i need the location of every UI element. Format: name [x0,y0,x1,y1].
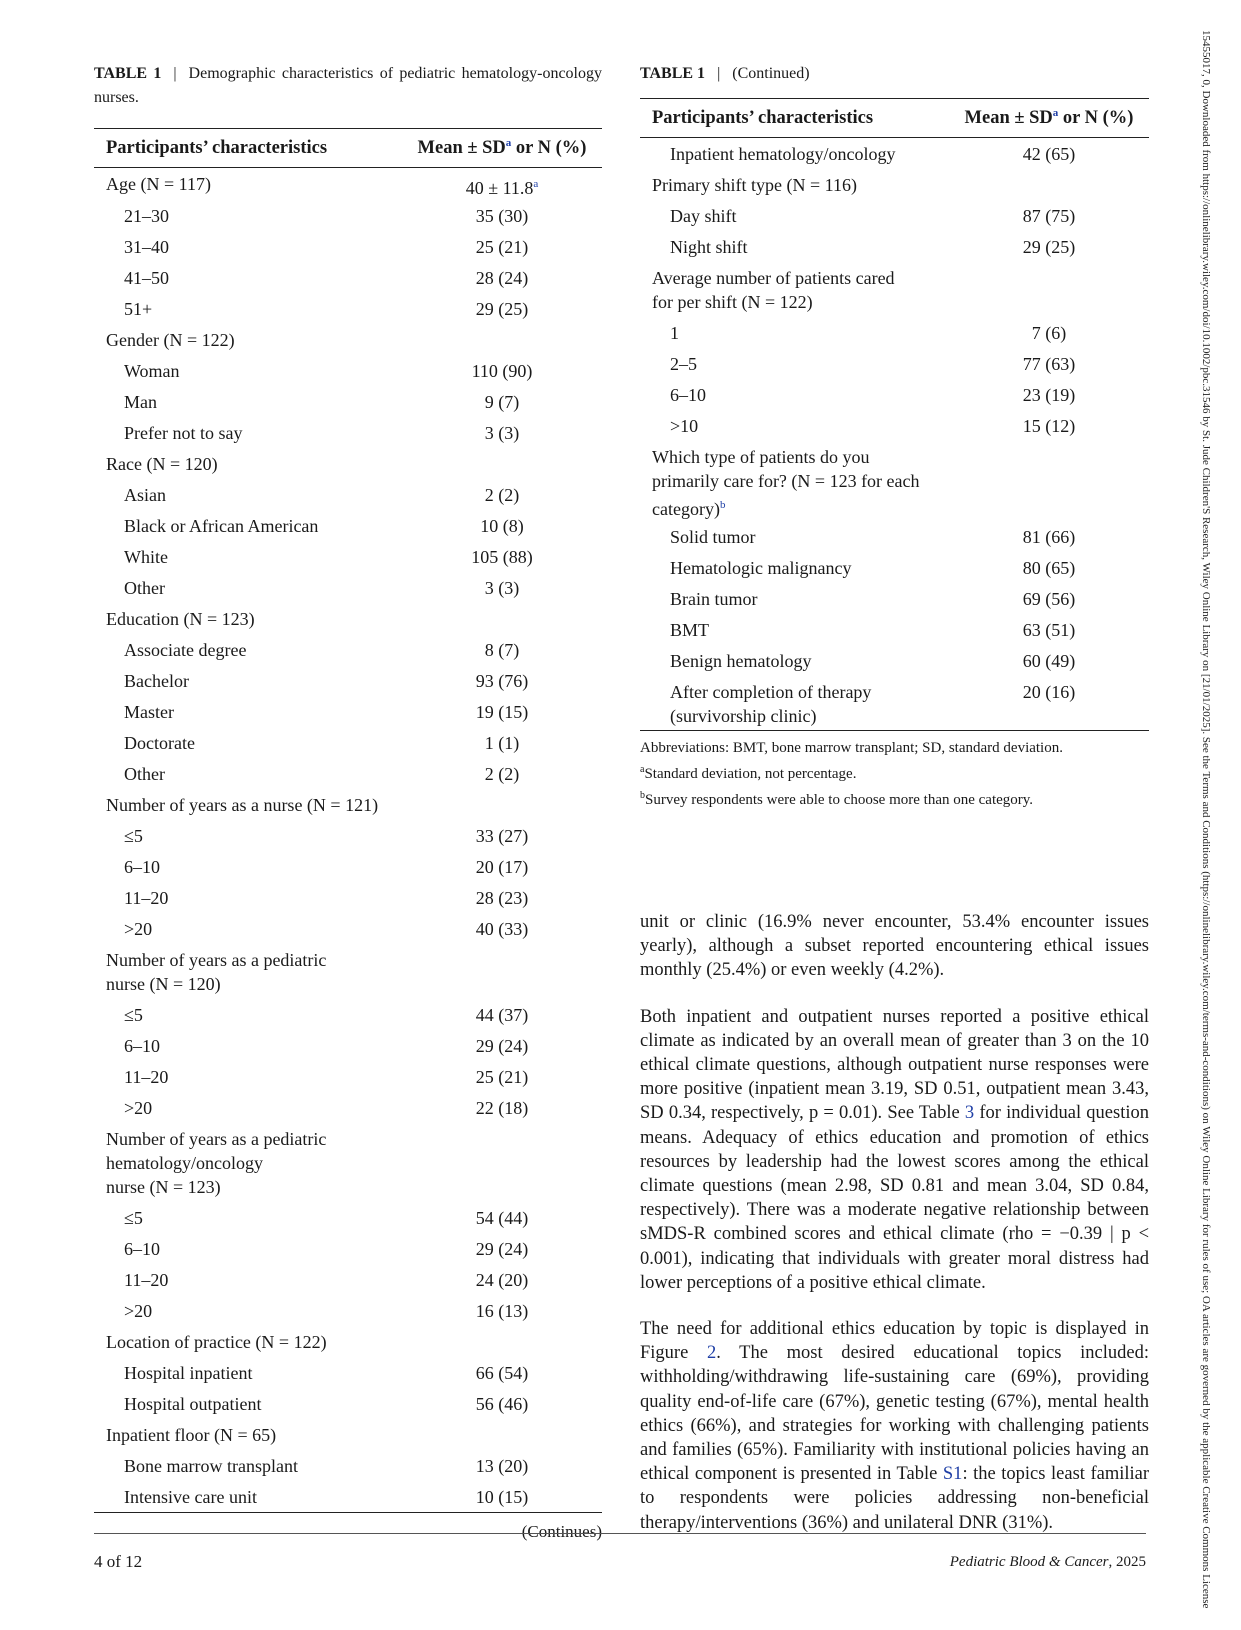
row-label: Prefer not to say [124,423,243,443]
row-label: Number of years as a pediatric nurse (N = 120) [106,950,327,994]
table-row [94,200,602,231]
row-label: >10 [670,415,699,436]
row-value: 10 (8) [480,516,524,536]
row-value: 40 (33) [475,919,529,939]
table-row [640,410,1149,441]
table-row [94,1264,602,1295]
table-note-abbrev: Abbreviations: BMT, bone marrow transplant; SD, standard deviation. [640,740,1063,756]
table-row [94,510,602,541]
table-row [94,1233,602,1264]
row-value: 25 (21) [475,1067,529,1087]
row-value: 13 (20) [475,1456,529,1476]
table-row [94,665,602,696]
row-value: 42 (65) [1022,144,1076,164]
row-label: Gender (N = 122) [106,330,235,350]
row-value: 56 (46) [475,1394,529,1414]
table-row [94,386,602,417]
row-label: Other [124,764,165,784]
table-row [94,1419,602,1450]
row-label: After completion of therapy (survivorship clinic) [670,681,872,726]
row-value: 2 (2) [484,764,520,784]
row-value: 80 (65) [1022,557,1076,578]
row-value: 2 (2) [484,485,520,505]
row-value: 29 (24) [475,1036,529,1056]
row-value: 28 (24) [475,268,529,288]
row-value: 29 (24) [475,1239,529,1259]
row-label: ≤5 [124,1005,143,1025]
table-row [94,417,602,448]
row-value [402,1123,602,1202]
row-label: Average number of patients cared for per shift (N = 122) [652,267,895,312]
row-value: 63 (51) [1022,619,1076,640]
table-row [94,758,602,789]
row-label: Bachelor [124,671,189,691]
table-body [94,168,602,1513]
left-column [94,62,602,1541]
col-header-mean: Mean ± $SD^a$ or N (%) [417,136,587,159]
row-value: 8 (7) [484,640,520,660]
row-label: 6–10 [124,1239,160,1259]
table-row [640,200,1149,231]
row-value: 16 (13) [475,1301,529,1321]
table-row [94,944,602,999]
table-row [640,262,1149,317]
table-row [94,1061,602,1092]
col-header-mean: Mean ± $SD^a$ or N (%) [964,106,1134,129]
table-row [640,521,1149,552]
table-row [94,572,602,603]
row-label: 6–10 [670,384,706,405]
table-body [640,138,1149,731]
row-value: 77 (63) [1022,353,1076,374]
row-value: 93 (76) [475,671,529,691]
row-label: Brain tumor [670,588,758,609]
row-label: Race (N = 120) [106,454,218,474]
table-row [94,324,602,355]
table-header [94,129,602,168]
row-value [402,1419,602,1450]
table-row [94,882,602,913]
row-value [949,441,1149,521]
col-header-characteristics: Participants’ characteristics [652,107,874,128]
table-row [640,552,1149,583]
table-row [94,1295,602,1326]
table-row [640,379,1149,410]
row-value: 44 (37) [475,1005,529,1025]
table-row [94,1202,602,1233]
table-row [94,1450,602,1481]
table-caption-continued: TABLE 1 | (Continued) [640,65,810,82]
row-value: 10 (15) [475,1487,529,1507]
row-label: Master [124,702,174,722]
row-label: Number of years as a nurse (N = 121) [106,795,379,815]
row-label: ≤5 [124,826,143,846]
demographics-table-continued [640,98,1149,731]
row-value: 1 (1) [484,733,520,753]
row-label: ≤5 [124,1208,143,1228]
table-row [94,851,602,882]
row-label: White [124,547,168,567]
row-label: BMT [670,619,710,640]
table-row [640,317,1149,348]
row-label: Hospital inpatient [124,1363,253,1383]
table-row [94,1481,602,1512]
row-label: >20 [124,1098,153,1118]
row-value: 29 (25) [475,299,529,319]
row-value: 35 (30) [475,206,529,226]
table-row [94,789,602,820]
table-row [94,727,602,758]
row-label: Asian [124,485,166,505]
table-row [640,645,1149,676]
row-value: 110 (90) [471,361,533,381]
download-notice: 15455017, 0, Downloaded from https://onlinelibrary.wiley.com/doi/10.1002/pbc.31546 by St. Jude Children'S Research, Wiley Online Library on [21/01/2025]. See the Terms and Conditions (https://onlinelibrary.wiley.com/terms-and-conditions) on Wiley Online Library for rules of use; OA articles are governed by the applicable Creative Commons License [1200,30,1212,1609]
table-row [94,603,602,634]
row-value: 54 (44) [475,1208,529,1228]
paragraph-3: The need for additional ethics education by topic is displayed in Figure 2. The most desired educational topics included: withholding/withdrawing life-sustaining care (69%), providing quality end-of-life care (67%), genetic testing (67%), mental health ethics (66%), and strategies for working with challenging patients and families (65%). Familiarity with institutional policies having an ethical component is presented in Table S1: the topics least familiar to respondents were policies addressing non-beneficial therapy/interventions (36%) and unilateral DNR (31%). [640,1319,1150,1533]
table-row [94,820,602,851]
row-label: Age (N = 117) [106,174,211,194]
col-header-characteristics: Participants’ characteristics [106,137,328,158]
table-row [640,441,1149,521]
table-row [640,138,1149,169]
table-row [94,1357,602,1388]
table-row [94,1388,602,1419]
row-value: 69 (56) [1022,588,1076,609]
row-value: 28 (23) [475,888,529,908]
row-label: Day shift [670,205,737,226]
row-label: Primary shift type (N = 116) [652,174,857,195]
paragraph-2: Both inpatient and outpatient nurses reported a positive ethical climate as indicated by an overall mean of greater than 3 on the 10 ethical climate questions, although outpatient nurse responses were more positive (inpatient mean 3.19, SD 0.51, outpatient mean 3.43, SD 0.34, respectively, p = 0.01). See Table 3 for individual question means. Adequacy of ethics education and promotion of ethics resources by leadership had the lowest scores among the ethical climate questions (mean 2.98, SD 0.81 and mean 3.04, SD 0.84, respectively). There was a moderate negative relationship between sMDS-R combined scores and ethical climate (rho = −0.39 | p < 0.001), indicating that individuals with greater moral distress had lower perceptions of a positive ethical climate. [640,1006,1149,1293]
table-row [94,231,602,262]
table-row [94,168,602,201]
table-row [94,999,602,1030]
table-row [640,169,1149,200]
footnote-marker: b [719,498,726,511]
demographics-table [94,128,602,1513]
table-header [640,99,1149,138]
row-label: 51+ [124,299,153,319]
row-value: 24 (20) [475,1270,529,1290]
table-row [94,293,602,324]
row-label: 11–20 [124,1270,169,1290]
row-value [949,169,1149,200]
table-note-b: $^b$Survey respondents were able to choose more than one category. [640,790,1034,808]
table-row [94,634,602,665]
row-label: >20 [124,919,153,939]
row-label: 41–50 [124,268,169,288]
row-value: 33 (27) [475,826,529,846]
row-value [402,324,602,355]
row-label: Solid tumor [670,526,756,547]
table-row [94,1092,602,1123]
row-label: 11–20 [124,1067,169,1087]
row-label: Associate degree [124,640,247,660]
table-row [94,1123,602,1202]
row-label: Man [124,392,157,412]
table-row [94,1030,602,1061]
table-row [94,913,602,944]
row-label: Other [124,578,165,598]
footnote-marker: a [533,178,539,190]
row-label: 6–10 [124,1036,160,1056]
row-label: 21–30 [124,206,169,226]
table-label: TABLE 1 [94,65,162,82]
row-value: 22 (18) [475,1098,529,1118]
row-value: 19 (15) [475,702,529,722]
row-value: 7 (6) [1031,322,1067,343]
row-value: 3 (3) [484,423,520,443]
table-row [640,676,1149,731]
row-label: Black or African American [124,516,319,536]
table-row [640,583,1149,614]
row-label: Doctorate [124,733,195,753]
table-note-a: $^a$Standard deviation, not percentage. [640,764,857,782]
row-label: 2–5 [670,353,697,374]
row-label: Benign hematology [670,650,812,671]
table-label: TABLE 1 [640,65,706,82]
row-label: 6–10 [124,857,160,877]
row-value [402,789,602,820]
row-value [402,448,602,479]
row-label: Hospital outpatient [124,1394,262,1414]
row-value [402,1326,602,1357]
table-row [94,448,602,479]
row-value: 25 (21) [475,237,529,257]
row-label: Night shift [670,236,748,257]
table-caption: TABLE 1 | Demographic characteristics of pediatric hematology-oncology nurses. [94,65,602,106]
footer-rule [94,1533,1146,1534]
row-label: 31–40 [124,237,169,257]
row-label: Education (N = 123) [106,609,255,629]
row-value: 9 (7) [484,392,520,412]
table-row [94,262,602,293]
row-value: 15 (12) [1022,415,1076,436]
row-label: Woman [124,361,180,381]
row-value [402,603,602,634]
row-value: 20 (17) [475,857,529,877]
row-value: 29 (25) [1022,236,1076,257]
row-value [402,944,602,999]
paragraph-1: unit or clinic (16.9% never encounter, 53.4% encounter issues yearly), although a subset reported encountering ethical issues monthly (25.4%) or even weekly (4.2%). [640,912,1149,981]
table-title: (Continued) [732,65,810,82]
row-label: Bone marrow transplant [124,1456,298,1476]
row-label: Inpatient hematology/oncology [670,144,896,164]
table-row [94,355,602,386]
row-label: >20 [124,1301,153,1321]
row-label: Number of years as a pediatric hematology/oncology nurse (N = 123) [106,1129,327,1197]
right-column [640,62,1150,1533]
table-row [94,1326,602,1357]
row-label: 1 [670,322,679,343]
row-value: 81 (66) [1022,526,1076,547]
row-value: 105 (88) [471,547,533,567]
row-value: 20 (16) [1022,681,1076,702]
continues-label: (Continues) [521,1522,602,1541]
row-value: 40 ± 11.8$^a$ [465,178,539,198]
table-notes [640,737,1149,811]
table-row [94,541,602,572]
table-row [94,696,602,727]
row-label: Inpatient floor (N = 65) [106,1425,277,1445]
table-title: Demographic characteristics of pediatric hematology-oncology nurses. [94,65,602,106]
table-row [640,614,1149,645]
row-value: 87 (75) [1022,205,1076,226]
row-value [949,262,1149,317]
table-row [94,479,602,510]
table-row [640,231,1149,262]
row-value: 23 (19) [1022,384,1076,405]
row-label: Location of practice (N = 122) [106,1332,327,1352]
row-label: Hematologic malignancy [670,557,852,578]
row-label: Intensive care unit [124,1487,257,1507]
row-label: Which type of patients do you primarily care for? (N = 123 for each category)$^b$ [652,446,920,519]
journal-name: Pediatric Blood & Cancer, 2025 [949,1554,1146,1570]
row-label: 11–20 [124,888,169,908]
row-value: 3 (3) [484,578,520,598]
body-text [640,910,1149,1535]
row-value: 60 (49) [1022,650,1076,671]
table-row [640,348,1149,379]
page-number: 4 of 12 [94,1552,143,1571]
row-value: 66 (54) [475,1363,529,1383]
